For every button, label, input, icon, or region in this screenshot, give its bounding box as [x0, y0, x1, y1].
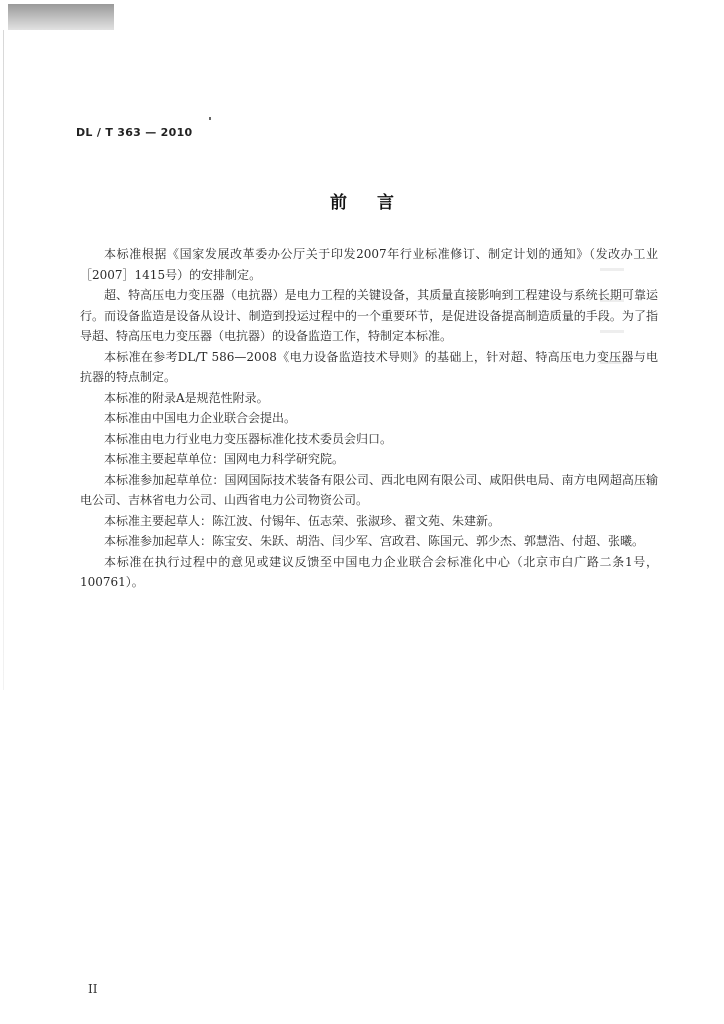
- scan-edge-shadow: [3, 30, 4, 690]
- paragraph-main-drafter-unit: 本标准主要起草单位：国网电力科学研究院。: [104, 452, 345, 466]
- page-number: II: [88, 982, 98, 996]
- scan-artifact-mark: [8, 4, 114, 30]
- paragraph-proposer: 本标准由中国电力企业联合会提出。: [104, 411, 297, 425]
- paragraph-feedback: 本标准在执行过程中的意见或建议反馈至中国电力企业联合会标准化中心（北京市白广路二条1号，100761）。: [80, 554, 658, 589]
- paragraph-plan-basis: 本标准根据《国家发展改革委办公厅关于印发2007年行业标准修订、制定计划的通知》（发改办工业［2007］1415号）的安排制定。: [80, 247, 658, 282]
- page-title: 前言: [330, 193, 424, 213]
- foreword-body: [80, 244, 658, 593]
- standard-code: DL / T 363 — 2010: [76, 126, 193, 139]
- scan-speck: [209, 117, 211, 120]
- paragraph-participating-drafters: 本标准参加起草人：陈宝安、朱跃、胡浩、闫少军、宫政君、陈国元、郭少杰、郭慧浩、付超、张曦。: [104, 534, 645, 548]
- paragraph-committee: 本标准由电力行业电力变压器标准化技术委员会归口。: [104, 431, 393, 446]
- paragraph-importance: 超、特高压电力变压器（电抗器）是电力工程的关键设备，其质量直接影响到工程建设与系统长期可靠运行。而设备监造是设备从设计、制造到投运过程中的一个重要环节，是促进设备提高制造质量的手段。为了指导超、特高压电力变压器（电抗器）的设备监造工作，特制定本标准。: [80, 288, 658, 343]
- paragraph-reference: 本标准在参考DL/T 586—2008《电力设备监造技术导则》的基础上，针对超、特高压电力变压器与电抗器的特点制定。: [80, 349, 658, 384]
- paragraph-participating-units: 本标准参加起草单位：国网国际技术装备有限公司、西北电网有限公司、咸阳供电局、南方电网超高压输电公司、吉林省电力公司、山西省电力公司物资公司。: [80, 472, 658, 507]
- paragraph-appendix: 本标准的附录A是规范性附录。: [104, 390, 269, 405]
- paragraph-main-drafters: 本标准主要起草人：陈江波、付锡年、伍志荣、张淑珍、翟文苑、朱建新。: [104, 513, 501, 528]
